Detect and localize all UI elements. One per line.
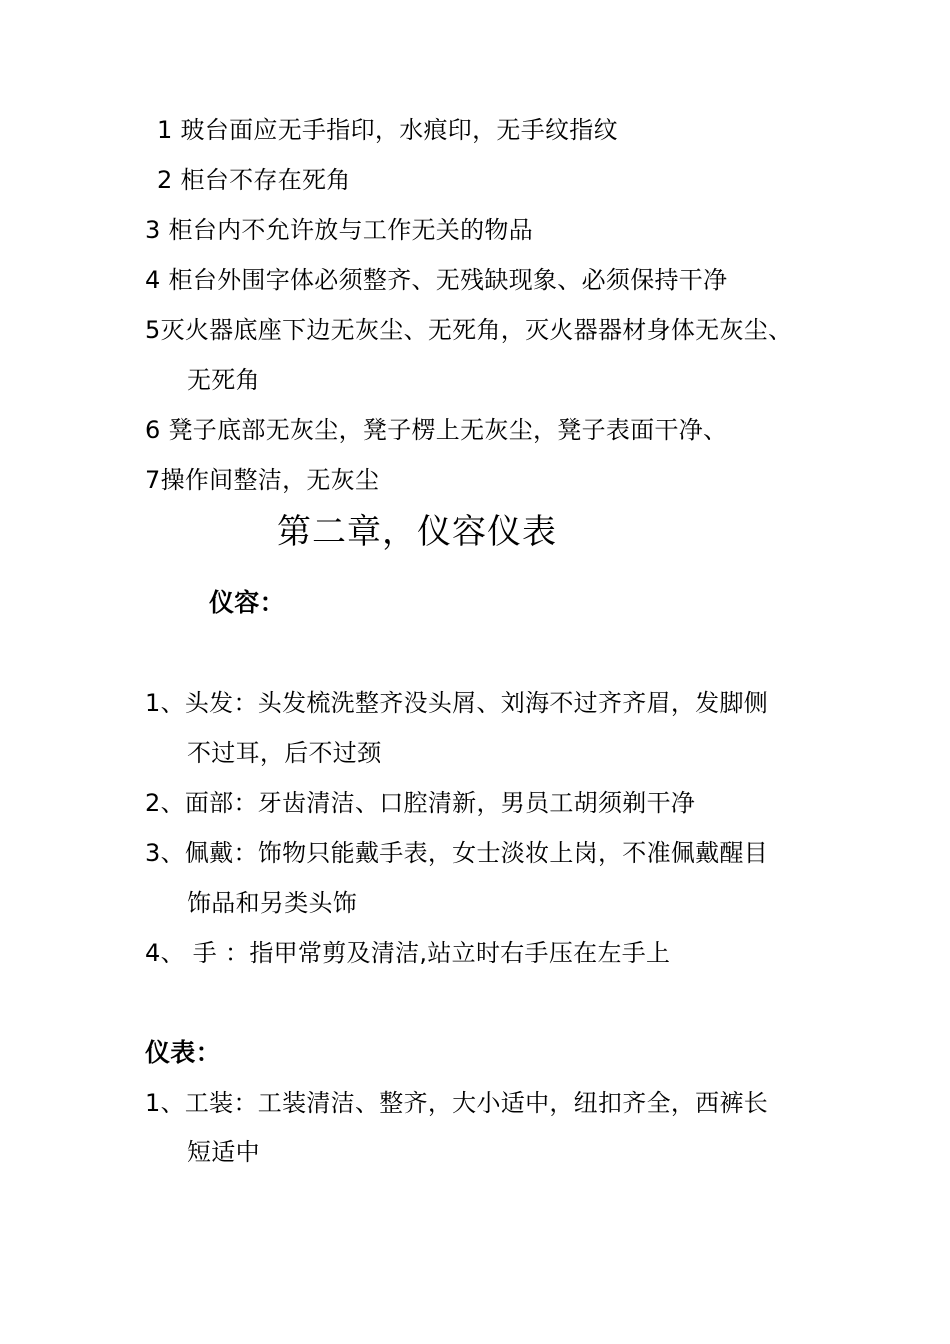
- appearance-item-1-continuation: 不过耳，后不过颈: [187, 739, 382, 767]
- chapter-title: 第二章，仪容仪表: [277, 512, 557, 552]
- appearance-item-3-continuation: 饰品和另类头饰: [187, 889, 358, 917]
- appearance-item-4: 4、 手 ：指甲常剪及清洁,站立时右手压在左手上: [145, 939, 671, 967]
- dress-heading: 仪表：: [145, 1038, 221, 1067]
- checklist-item-1: 1 玻台面应无手指印，水痕印，无手纹指纹: [157, 116, 618, 144]
- appearance-heading: 仪容：: [209, 588, 285, 617]
- checklist-item-4: 4 柜台外围字体必须整齐、无残缺现象、必须保持干净: [145, 266, 728, 294]
- appearance-item-1: 1、头发：头发梳洗整齐没头屑、刘海不过齐齐眉，发脚侧: [145, 689, 769, 717]
- appearance-item-3: 3、佩戴：饰物只能戴手表，女士淡妆上岗，不准佩戴醒目: [145, 839, 769, 867]
- appearance-item-2: 2、面部：牙齿清洁、口腔清新，男员工胡须剃干净: [145, 789, 696, 817]
- checklist-item-2: 2 柜台不存在死角: [157, 166, 351, 194]
- checklist-item-5: 5灭火器底座下边无灰尘、无死角，灭火器器材身体无灰尘、: [145, 316, 793, 344]
- dress-item-1-continuation: 短适中: [187, 1138, 260, 1166]
- checklist-item-5-continuation: 无死角: [187, 366, 260, 394]
- checklist-item-3: 3 柜台内不允许放与工作无关的物品: [145, 216, 533, 244]
- checklist-item-7: 7操作间整洁，无灰尘: [145, 466, 380, 494]
- dress-item-1: 1、工装：工装清洁、整齐，大小适中，纽扣齐全，西裤长: [145, 1089, 769, 1117]
- checklist-item-6: 6 凳子底部无灰尘，凳子楞上无灰尘，凳子表面干净、: [145, 416, 728, 444]
